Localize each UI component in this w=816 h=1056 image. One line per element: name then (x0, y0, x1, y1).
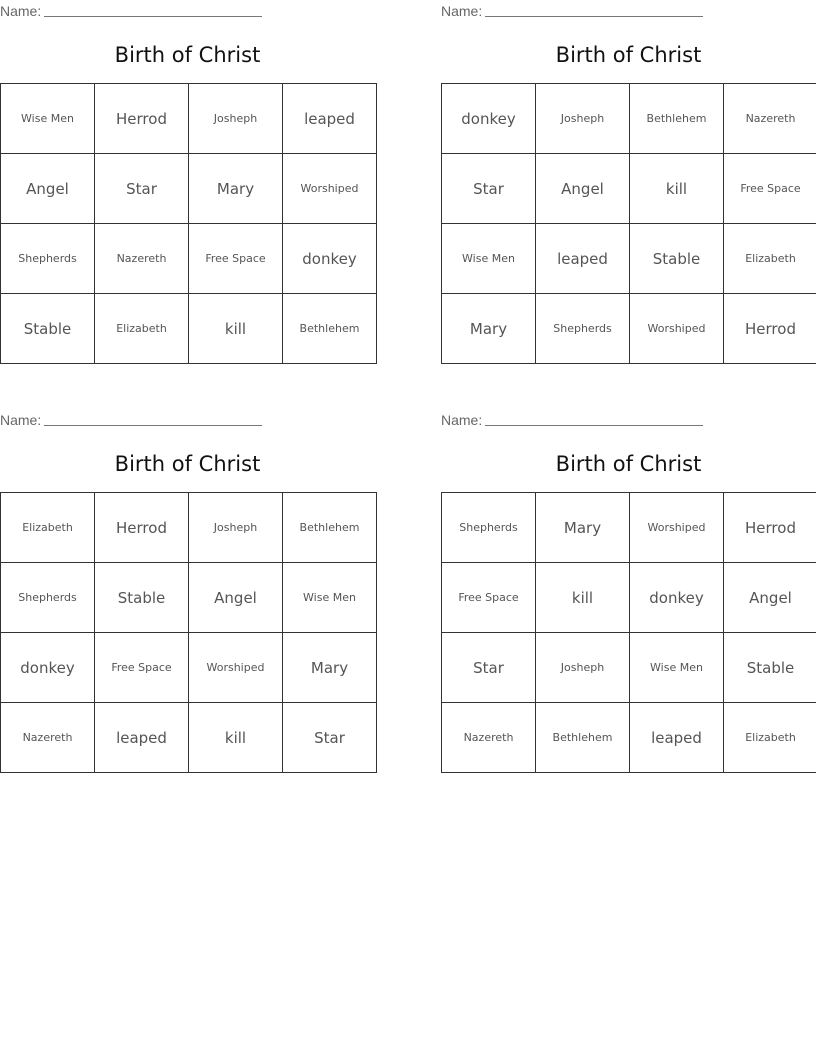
bingo-cell: Nazereth (724, 84, 816, 154)
bingo-cell: Star (283, 703, 377, 773)
grid-row (442, 633, 816, 703)
bingo-cell: Bethlehem (536, 703, 630, 773)
grid-row (442, 154, 816, 224)
bingo-cell: Josheph (536, 84, 630, 154)
bingo-cell: Free Space (724, 154, 816, 224)
bingo-grid (0, 83, 377, 364)
bingo-cell: Angel (1, 154, 95, 224)
bingo-cell: Mary (283, 633, 377, 703)
bingo-cell: Stable (630, 224, 724, 294)
bingo-cell: Free Space (442, 563, 536, 633)
bingo-cell: Shepherds (1, 224, 95, 294)
card-title: Birth of Christ (114, 452, 261, 476)
bingo-cell: Stable (95, 563, 189, 633)
bingo-cell: Herrod (95, 493, 189, 563)
name-blank-line (485, 3, 703, 17)
bingo-cell: leaped (630, 703, 724, 773)
grid-row (442, 703, 816, 773)
bingo-cell: Shepherds (442, 493, 536, 563)
bingo-grid (441, 83, 816, 364)
bingo-cell: Star (442, 633, 536, 703)
bingo-cell: Bethlehem (283, 493, 377, 563)
bingo-grid (0, 492, 377, 773)
bingo-cell: leaped (95, 703, 189, 773)
bingo-cell: Herrod (95, 84, 189, 154)
bingo-cell: Elizabeth (95, 294, 189, 364)
bingo-cell: Free Space (95, 633, 189, 703)
card-title: Birth of Christ (555, 452, 702, 476)
name-blank-line (485, 412, 703, 426)
bingo-cell: donkey (630, 563, 724, 633)
bingo-cell: donkey (1, 633, 95, 703)
grid-row (1, 633, 377, 703)
bingo-cell: Mary (442, 294, 536, 364)
bingo-cell: Shepherds (1, 563, 95, 633)
bingo-cell: Wise Men (630, 633, 724, 703)
bingo-cell: Josheph (189, 493, 283, 563)
bingo-cell: Elizabeth (724, 224, 816, 294)
bingo-cell: Nazereth (95, 224, 189, 294)
grid-row (1, 294, 377, 364)
grid-row (442, 493, 816, 563)
bingo-cell: Shepherds (536, 294, 630, 364)
grid-row (1, 84, 377, 154)
bingo-cell: donkey (283, 224, 377, 294)
bingo-cell: Josheph (536, 633, 630, 703)
bingo-cell: kill (189, 294, 283, 364)
bingo-cell: Worshiped (630, 493, 724, 563)
name-field (0, 3, 270, 19)
name-blank-line (44, 3, 262, 17)
bingo-cell: Nazereth (442, 703, 536, 773)
name-label: Name: (0, 3, 42, 19)
card-title: Birth of Christ (114, 43, 261, 67)
bingo-cell: kill (189, 703, 283, 773)
grid-row (1, 563, 377, 633)
bingo-cell: Mary (189, 154, 283, 224)
bingo-cell: Angel (724, 563, 816, 633)
bingo-cell: leaped (536, 224, 630, 294)
grid-row (442, 84, 816, 154)
bingo-cell: Elizabeth (724, 703, 816, 773)
bingo-cell: Stable (724, 633, 816, 703)
bingo-cell: Worshiped (283, 154, 377, 224)
bingo-cell: Elizabeth (1, 493, 95, 563)
bingo-cell: Wise Men (442, 224, 536, 294)
bingo-cell: Stable (1, 294, 95, 364)
name-field (441, 412, 711, 428)
bingo-cell: Angel (536, 154, 630, 224)
bingo-cell: Mary (536, 493, 630, 563)
bingo-cell: leaped (283, 84, 377, 154)
bingo-cell: Herrod (724, 294, 816, 364)
bingo-cell: Josheph (189, 84, 283, 154)
grid-row (1, 493, 377, 563)
card-title: Birth of Christ (555, 43, 702, 67)
name-label: Name: (441, 412, 483, 428)
bingo-cell: Bethlehem (630, 84, 724, 154)
bingo-cell: Star (95, 154, 189, 224)
bingo-cell: Worshiped (630, 294, 724, 364)
grid-row (442, 294, 816, 364)
bingo-cell: Angel (189, 563, 283, 633)
bingo-cell: Bethlehem (283, 294, 377, 364)
grid-row (1, 224, 377, 294)
bingo-cell: Herrod (724, 493, 816, 563)
name-blank-line (44, 412, 262, 426)
bingo-cell: Worshiped (189, 633, 283, 703)
grid-row (442, 224, 816, 294)
bingo-cell: kill (630, 154, 724, 224)
grid-row (1, 154, 377, 224)
bingo-cell: Free Space (189, 224, 283, 294)
bingo-cell: Wise Men (1, 84, 95, 154)
bingo-cell: Wise Men (283, 563, 377, 633)
bingo-cell: donkey (442, 84, 536, 154)
bingo-grid (441, 492, 816, 773)
grid-row (442, 563, 816, 633)
name-field (0, 412, 270, 428)
name-label: Name: (0, 412, 42, 428)
name-label: Name: (441, 3, 483, 19)
bingo-cell: Star (442, 154, 536, 224)
grid-row (1, 703, 377, 773)
bingo-cell: kill (536, 563, 630, 633)
name-field (441, 3, 711, 19)
bingo-cell: Nazereth (1, 703, 95, 773)
